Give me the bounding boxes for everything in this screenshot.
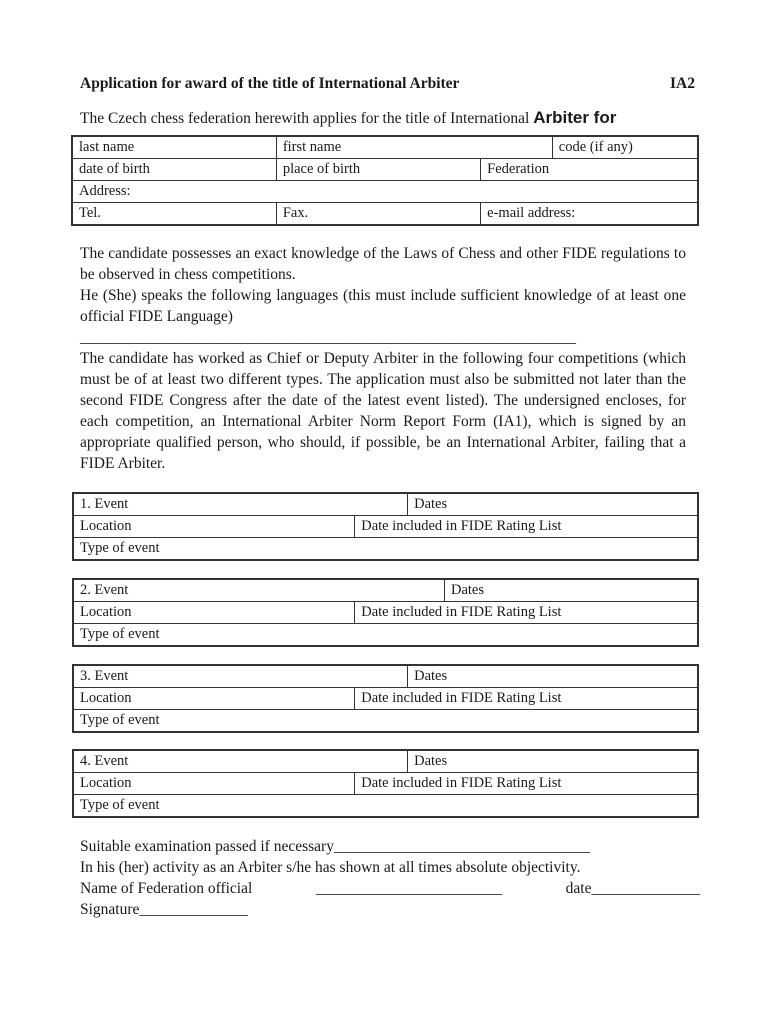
- date-label: date: [565, 880, 592, 897]
- event-location-field[interactable]: Location: [73, 602, 355, 624]
- event-type-field[interactable]: Type of event: [73, 795, 698, 818]
- date-group: [566, 878, 700, 899]
- event-dates-field[interactable]: Dates: [408, 493, 698, 516]
- footer-section: [80, 836, 700, 920]
- event-rating-list-field[interactable]: Date included in FIDE Rating List: [355, 773, 698, 795]
- event-rating-list-field[interactable]: Date included in FIDE Rating List: [355, 602, 698, 624]
- personal-details-table: [71, 135, 699, 226]
- event-type-field[interactable]: Type of event: [73, 538, 698, 561]
- knowledge-paragraph: [80, 243, 686, 348]
- last-name-field[interactable]: last name: [72, 136, 276, 159]
- event-name-field[interactable]: 1. Event: [73, 493, 408, 516]
- official-line: [80, 878, 700, 899]
- federation-field[interactable]: Federation: [481, 159, 698, 181]
- competitions-paragraph: [80, 348, 686, 474]
- event-table-2: [72, 578, 699, 647]
- event-rating-list-field[interactable]: Date included in FIDE Rating List: [355, 688, 698, 710]
- form-code: IA2: [670, 75, 695, 92]
- date-blank[interactable]: ______________: [591, 880, 700, 897]
- first-name-field[interactable]: first name: [276, 136, 552, 159]
- address-field[interactable]: Address:: [72, 181, 698, 203]
- code-field[interactable]: code (if any): [552, 136, 698, 159]
- event-name-field[interactable]: 3. Event: [73, 665, 408, 688]
- date-of-birth-field[interactable]: date of birth: [72, 159, 276, 181]
- event-location-field[interactable]: Location: [73, 773, 355, 795]
- event-dates-field[interactable]: Dates: [445, 579, 699, 602]
- languages-line: He (She) speaks the following languages (this must include sufficient knowledge of at least one official FIDE Language): [80, 287, 686, 325]
- official-name-blank[interactable]: ________________________: [315, 880, 502, 897]
- event-table-3: [72, 664, 699, 733]
- languages-blank[interactable]: ________________________________________________________________: [80, 329, 576, 346]
- official-label: Name of Federation official: [80, 880, 253, 897]
- intro-text: [80, 108, 616, 128]
- email-field[interactable]: e-mail address:: [481, 203, 698, 226]
- event-name-field[interactable]: 2. Event: [73, 579, 445, 602]
- intro-text-plain: The Czech chess federation herewith applies for the title of International: [80, 110, 534, 127]
- examination-line[interactable]: Suitable examination passed if necessary_________________________________: [80, 838, 590, 855]
- place-of-birth-field[interactable]: place of birth: [276, 159, 480, 181]
- event-table-1: [72, 492, 699, 561]
- signature-line[interactable]: Signature______________: [80, 901, 248, 918]
- intro-text-bold: Arbiter for: [533, 108, 617, 127]
- form-title: Application for award of the title of International Arbiter: [80, 75, 460, 92]
- event-table-4: [72, 749, 699, 818]
- event-dates-field[interactable]: Dates: [408, 665, 698, 688]
- tel-field[interactable]: Tel.: [72, 203, 276, 226]
- event-dates-field[interactable]: Dates: [408, 750, 698, 773]
- event-name-field[interactable]: 4. Event: [73, 750, 408, 773]
- event-type-field[interactable]: Type of event: [73, 624, 698, 647]
- competitions-text: The candidate has worked as Chief or Deputy Arbiter in the following four competitions (which must be of at least two different types. The application must also be submitted not later than the second FIDE Congress after the date of the latest event listed). The undersigned encloses, for each competition, an International Arbiter Norm Report Form (IA1), which is signed by an appropriate qualified person, who should, if possible, be an International Arbiter, failing that a FIDE Arbiter.: [80, 350, 686, 472]
- objectivity-statement: In his (her) activity as an Arbiter s/he has shown at all times absolute objectivity.: [80, 859, 581, 876]
- event-location-field[interactable]: Location: [73, 688, 355, 710]
- fax-field[interactable]: Fax.: [276, 203, 480, 226]
- event-rating-list-field[interactable]: Date included in FIDE Rating List: [355, 516, 698, 538]
- knowledge-line-1: The candidate possesses an exact knowledge of the Laws of Chess and other FIDE regulations to be observed in chess competitions.: [80, 245, 686, 283]
- event-location-field[interactable]: Location: [73, 516, 355, 538]
- event-type-field[interactable]: Type of event: [73, 710, 698, 733]
